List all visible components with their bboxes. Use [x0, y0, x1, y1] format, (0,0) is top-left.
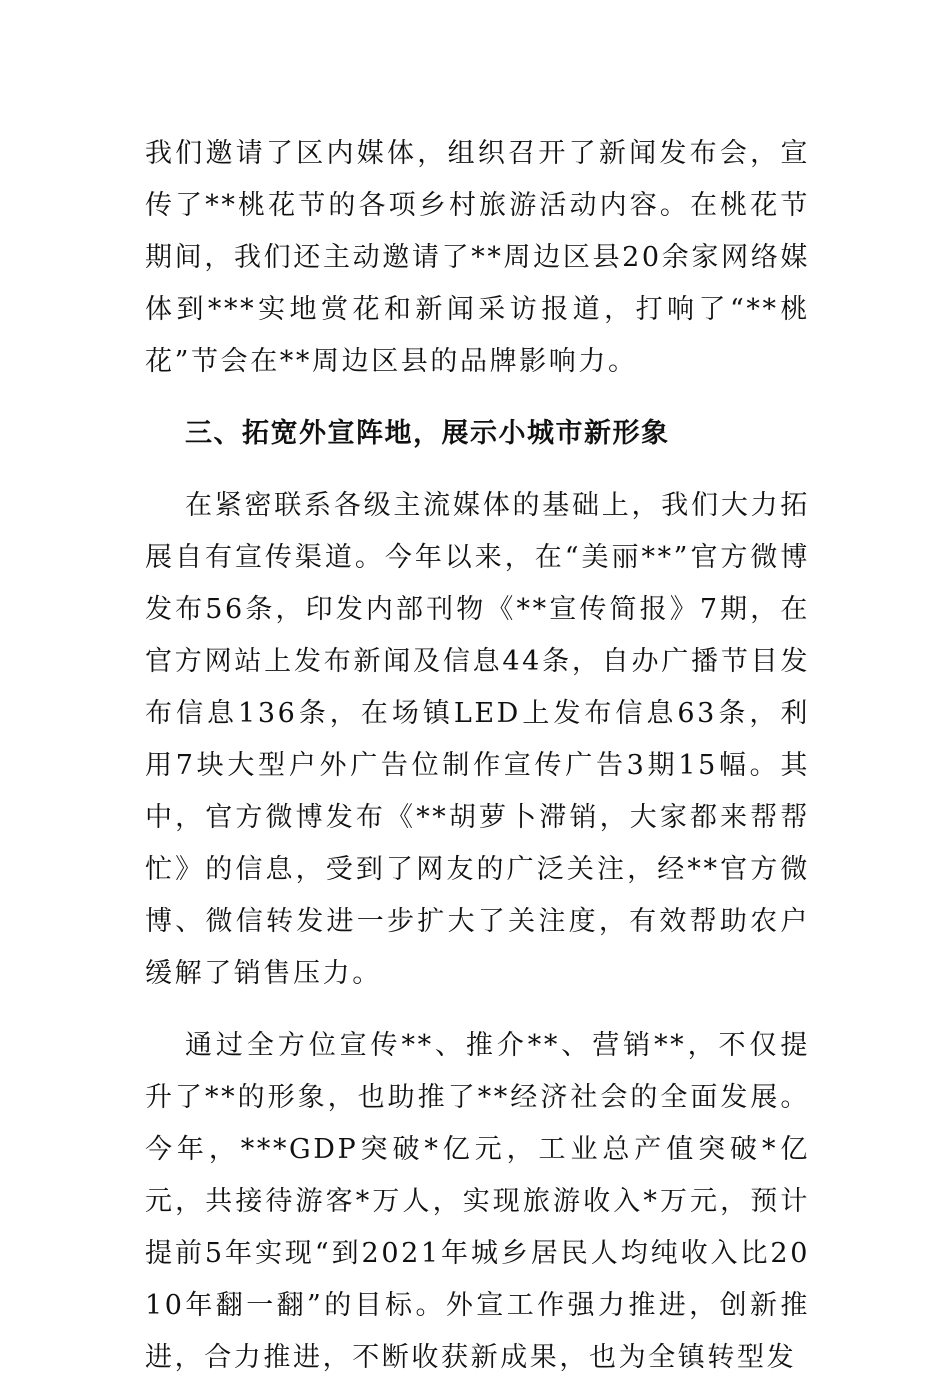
paragraph-own-channels: 在紧密联系各级主流媒体的基础上，我们大力拓展自有宣传渠道。今年以来，在“美丽**”官方微博发布56条，印发内部刊物《**宣传简报》7期，在官方网站上发布新闻及信息44条，自办广播节目发布信息136条，在场镇LED上发布信息63条，利用7块大型户外广告位制作宣传广告3期15幅。其中，官方微博发布《**胡萝卜滞销，大家都来帮帮忙》的信息，受到了网友的广泛关注，经**官方微博、微信转发进一步扩大了关注度，有效帮助农户缓解了销售压力。: [145, 490, 810, 989]
paragraph-media-invitation: 我们邀请了区内媒体，组织召开了新闻发布会，宣传了**桃花节的各项乡村旅游活动内容。在桃花节期间，我们还主动邀请了**周边区县20余家网络媒体到***实地赏花和新闻采访报道，打响了“**桃花”节会在**周边区县的品牌影响力。: [145, 138, 810, 377]
document-body: [145, 128, 810, 1384]
paragraph-spacer: [145, 1000, 810, 1020]
paragraph-results: 通过全方位宣传**、推介**、营销**，不仅提升了**的形象，也助推了**经济社会的全面发展。今年，***GDP突破*亿元，工业总产值突破*亿元，共接待游客*万人，实现旅游收入*万元，预计提前5年实现“到2021年城乡居民人均纯收入比2010年翻一翻”的目标。外宣工作强力推进，创新推进，合力推进，不断收获新成果，也为全镇转型发: [145, 1030, 810, 1373]
section-heading: 三、拓宽外宣阵地，展示小城市新形象: [185, 418, 670, 449]
